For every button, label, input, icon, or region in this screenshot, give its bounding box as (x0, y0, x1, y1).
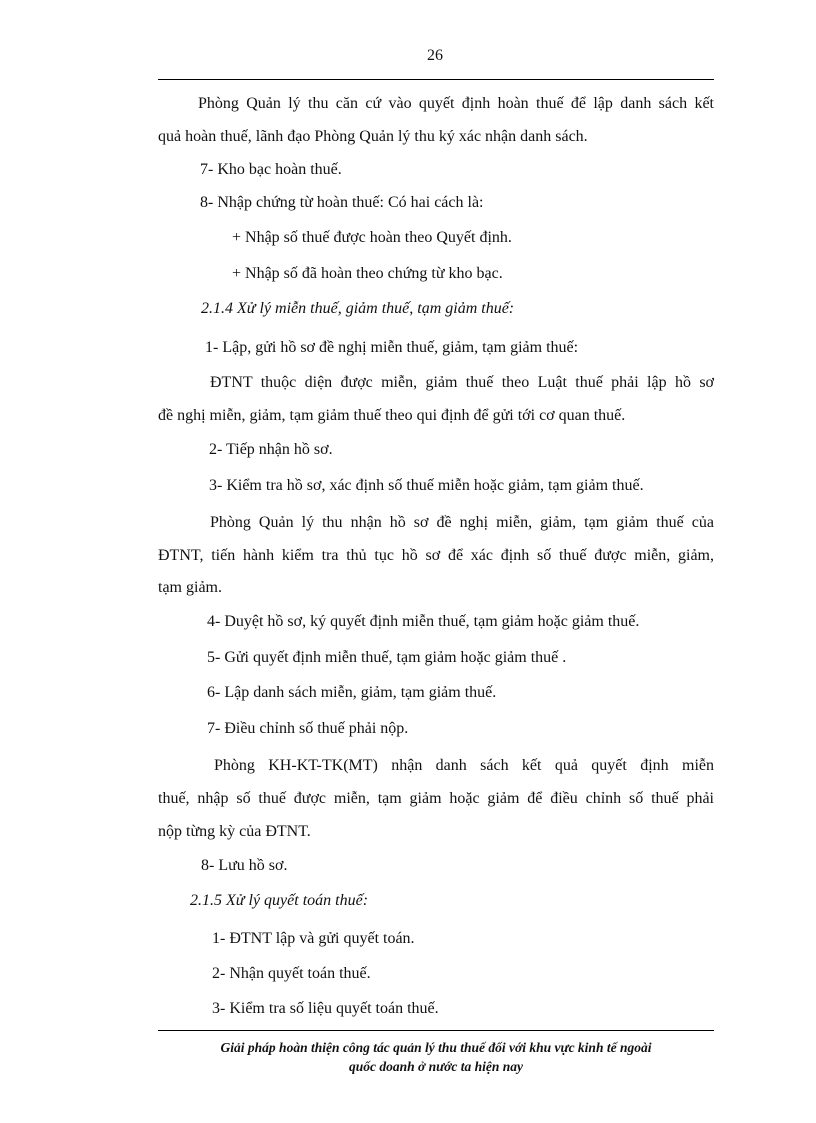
list-item: 1- ĐTNT lập và gửi quyết toán. (212, 930, 415, 947)
paragraph-line: thuế, nhập số thuế được miễn, tạm giảm hoặc giảm để điều chỉnh số thuế phải (158, 790, 714, 807)
paragraph-line: đề nghị miễn, giảm, tạm giảm thuế theo qui định để gửi tới cơ quan thuế. (158, 407, 626, 424)
list-item: 8- Nhập chứng từ hoàn thuế: Có hai cách là: (200, 194, 484, 211)
section-heading: 2.1.4 Xử lý miễn thuế, giảm thuế, tạm giảm thuế: (201, 300, 515, 317)
header-rule (158, 79, 714, 80)
list-item: 8- Lưu hồ sơ. (201, 857, 288, 874)
paragraph-line: Phòng Quản lý thu căn cứ vào quyết định hoàn thuế để lập danh sách kết (198, 95, 714, 112)
list-item: 4- Duyệt hồ sơ, ký quyết định miễn thuế, tạm giảm hoặc giảm thuế. (207, 613, 640, 630)
sub-item: + Nhập số thuế được hoàn theo Quyết định. (232, 229, 512, 246)
list-item: 3- Kiểm tra hồ sơ, xác định số thuế miễn hoặc giảm, tạm giảm thuế. (209, 477, 644, 494)
list-item: 7- Điều chỉnh số thuế phải nộp. (207, 720, 409, 737)
list-item: 6- Lập danh sách miễn, giảm, tạm giảm thuế. (207, 684, 497, 701)
paragraph-line: nộp từng kỳ của ĐTNT. (158, 823, 311, 840)
list-item: 5- Gửi quyết định miễn thuế, tạm giảm hoặc giảm thuế . (207, 649, 567, 666)
paragraph-line: ĐTNT thuộc diện được miễn, giảm thuế theo Luật thuế phải lập hồ sơ (210, 374, 714, 391)
footer-title-line-1: Giải pháp hoàn thiện công tác quản lý thu thuế đối với khu vực kinh tế ngoài (220, 1040, 652, 1055)
sub-item: + Nhập số đã hoàn theo chứng từ kho bạc. (232, 265, 503, 282)
list-item: 7- Kho bạc hoàn thuế. (200, 161, 342, 178)
section-heading: 2.1.5 Xử lý quyết toán thuế: (190, 892, 369, 909)
paragraph-line: Phòng Quản lý thu nhận hồ sơ đề nghị miễn, giảm, tạm giảm thuế của (210, 514, 714, 531)
paragraph-line: Phòng KH-KT-TK(MT) nhận danh sách kết quả quyết định miễn (214, 757, 714, 774)
page-number: 26 (427, 47, 443, 64)
list-item: 3- Kiểm tra số liệu quyết toán thuế. (212, 1000, 439, 1017)
paragraph-line: quả hoàn thuế, lãnh đạo Phòng Quản lý thu ký xác nhận danh sách. (158, 128, 588, 145)
list-item: 2- Tiếp nhận hồ sơ. (209, 441, 333, 458)
footer-rule (158, 1030, 714, 1031)
footer-title-line-2: quốc doanh ở nước ta hiện nay (348, 1059, 524, 1074)
list-item: 1- Lập, gửi hồ sơ đề nghị miễn thuế, giảm, tạm giảm thuế: (205, 339, 579, 356)
paragraph-line: ĐTNT, tiến hành kiểm tra thủ tục hồ sơ để xác định số thuế được miễn, giảm, (158, 547, 714, 564)
paragraph-line: tạm giảm. (158, 579, 222, 596)
list-item: 2- Nhận quyết toán thuế. (212, 965, 371, 982)
